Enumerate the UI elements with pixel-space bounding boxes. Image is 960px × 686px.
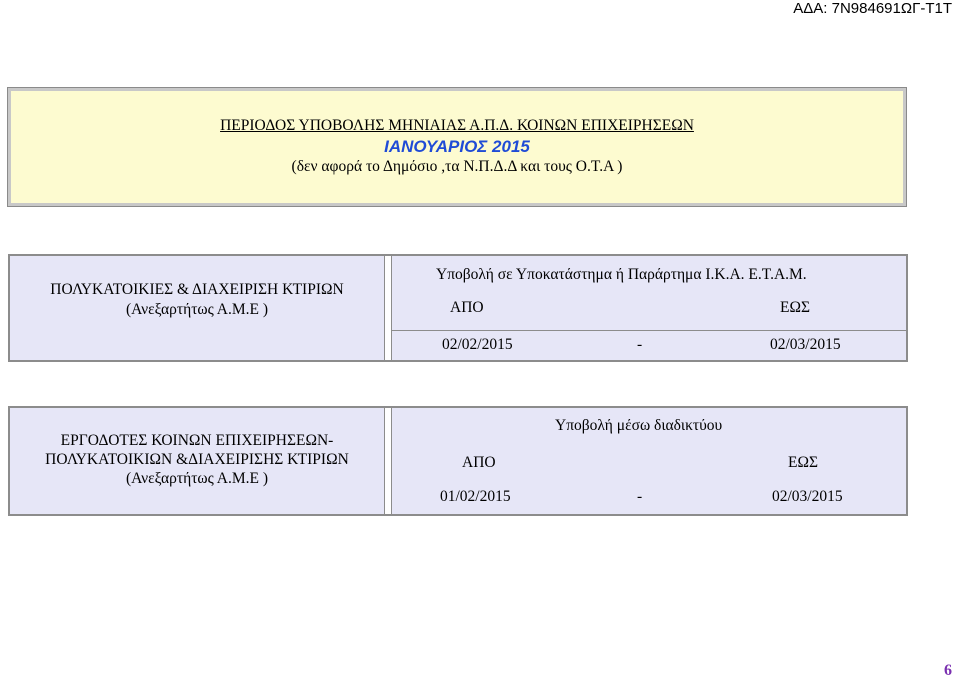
t1-column-separator [384,256,392,360]
t2-category-line2: ΠΟΛΥΚΑΤΟΙΚΙΩΝ &ΔΙΑΧΕΙΡΙΣΗΣ ΚΤΙΡΙΩΝ [45,451,349,468]
submission-table-branch [8,254,908,362]
t2-from-date: 01/02/2015 [440,488,511,505]
t2-category-line3: (Ανεξαρτήτως Α.Μ.Ε ) [125,470,269,487]
ada-code: ΑΔΑ: 7Ν984691ΩΓ-Τ1Τ [793,0,952,17]
t1-to-date: 02/03/2015 [770,336,841,353]
t1-category-line1: ΠΟΛΥΚΑΤΟΙΚΙΕΣ & ΔΙΑΧΕΙΡΙΣΗ ΚΤΙΡΙΩΝ [50,281,344,298]
t1-row-separator [392,330,906,331]
t1-from-label: ΑΠΟ [450,299,484,316]
submission-table-online [8,406,908,516]
period-banner [8,88,906,206]
t2-column-separator [384,408,392,514]
t1-dash: - [637,336,643,353]
period-note: (δεν αφορά το Δημόσιο ,τα Ν.Π.Δ.Δ και τους Ο.Τ.Α ) [291,158,623,175]
t1-to-label: ΕΩΣ [780,299,811,316]
t2-to-label: ΕΩΣ [788,454,819,471]
t2-from-label: ΑΠΟ [462,454,496,471]
t1-from-date: 02/02/2015 [442,336,513,353]
t2-method: Υποβολή μέσω διαδικτύου [555,417,723,434]
t2-dash: - [637,488,643,505]
t2-category-line1: ΕΡΓΟΔΟΤΕΣ ΚΟΙΝΩΝ ΕΠΙΧΕΙΡΗΣΕΩΝ- [60,432,334,449]
period-title: ΠΕΡΙΟΔΟΣ ΥΠΟΒΟΛΗΣ ΜΗΝΙΑΙΑΣ Α.Π.Δ. ΚΟΙΝΩΝ ΕΠΙΧΕΙΡΗΣΕΩΝ [220,117,694,134]
page-number: 6 [944,662,952,679]
period-month: ΙΑΝΟΥΑΡΙΟΣ 2015 [384,137,530,156]
t2-to-date: 02/03/2015 [772,488,843,505]
t1-method: Υποβολή σε Υποκατάστημα ή Παράρτημα Ι.Κ.Α. Ε.Τ.Α.Μ. [436,266,807,283]
t1-category-line2: (Ανεξαρτήτως Α.Μ.Ε ) [125,301,269,318]
